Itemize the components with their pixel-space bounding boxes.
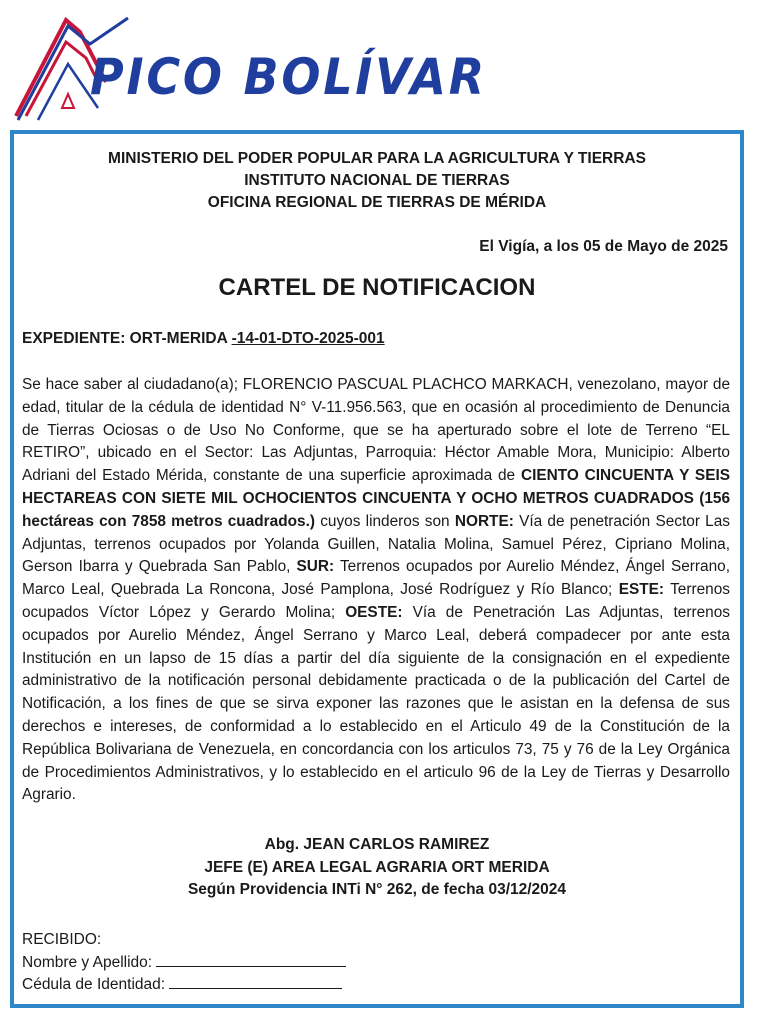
este-label: ESTE: [618,581,665,599]
logo-text: PICO BOLÍVAR [90,48,487,106]
signer-name: Abg. JEAN CARLOS RAMIREZ [264,836,490,853]
norte-text: Vía de penetración Sector Las Adjuntas, terrenos ocupados por Yolanda Guillen, Natalia Molina, Samuel Pérez, Cipriano Molina, Gerson Ibarra y Quebrada San Pablo, [22,512,730,576]
signature-block [14,834,740,902]
notice-body [22,374,730,807]
sur-text: Terrenos ocupados por Aurelio Méndez, Ángel Serrano, Marco Leal, Quebrada La Roncona, José Pamplona, José Rodríguez y Río Blanco; [22,558,730,599]
norte-label: NORTE: [454,512,514,530]
oeste-label: OESTE: [345,603,403,621]
pico-bolivar-logo [8,8,487,126]
ministry-name: MINISTERIO DEL PODER POPULAR PARA LA AGRICULTURA Y TIERRAS [108,150,646,167]
body-intro: Se hace saber al ciudadano(a); FLORENCIO PASCUAL PLACHCO MARKACH, venezolano, mayor de edad, titular de la cédula de identidad N° V-11.956.563, que en ocasión al procedimiento de Denuncia de Tierras Ociosas o de Uso No Conforme, que se ha aperturado sobre el lote de Terreno “EL RETIRO”, ubicado en el Sector: Las Adjuntas, Parroquia: Héctor Amable Mora, Municipio: Alberto Adriani del Estado Mérida, constante de una superficie aproximada de [22,376,730,485]
recibido-block [22,929,346,997]
recibido-label: RECIBIDO: [22,931,102,948]
expediente [22,330,385,348]
name-label: Nombre y Apellido: [22,953,157,971]
document-title: CARTEL DE NOTIFICACION [218,274,536,301]
office-name: OFICINA REGIONAL DE TIERRAS DE MÉRIDA [207,194,547,211]
institute-name: INSTITUTO NACIONAL DE TIERRAS [244,172,510,189]
expediente-label: EXPEDIENTE: ORT-MERIDA [22,330,232,347]
id-field [22,974,346,997]
signer-reference: Según Providencia INTi N° 262, de fecha 03/12/2024 [187,881,567,898]
id-blank-line [169,974,342,989]
header [14,148,740,214]
document-date: El Vigía, a los 05 de Mayo de 2025 [479,238,728,255]
sur-label: SUR: [296,558,335,576]
este-text: Terrenos ocupados Víctor López y Gerardo Molina; [22,581,730,621]
name-field [22,952,346,975]
id-label: Cédula de Identidad: [22,976,170,993]
expediente-number: -14-01-DTO-2025-001 [231,330,385,347]
notice-frame [10,130,744,1008]
name-blank-line [156,952,346,967]
body-area: CIENTO CINCUENTA Y SEIS HECTAREAS CON SIETE MIL OCHOCIENTOS CINCUENTA Y OCHO METROS CUADRADOS (156 hectáreas con 7858 metros cuadrados.) [22,467,731,530]
oeste-text: Vía de Penetración Las Adjuntas, terrenos ocupados por Aurelio Méndez, Ángel Serrano y Marco Leal, deberá compadecer por ante esta Institución en un lapso de 15 días a partir del día siguiente de la consignación en el expediente administrativo de la notificación personal debidamente practicada o de la publicación del Cartel de Notificación, a los fines de que se sirva exponer las razones que le asistan en la defensa de sus derechos e intereses, de conformidad a lo establecido en el Articulo 49 de la Constitución de la República Bolivariana de Venezuela, en concordancia con los articulos 73, 75 y 76 de la Ley Orgánica de Procedimientos Administrativos, y lo establecido en el articulo 96 de la Ley de Tierras y Desarrollo Agrario. [22,603,730,804]
signer-position: JEFE (E) AREA LEGAL AGRARIA ORT MERIDA [204,858,550,876]
body-linderos: cuyos linderos son [314,512,455,530]
